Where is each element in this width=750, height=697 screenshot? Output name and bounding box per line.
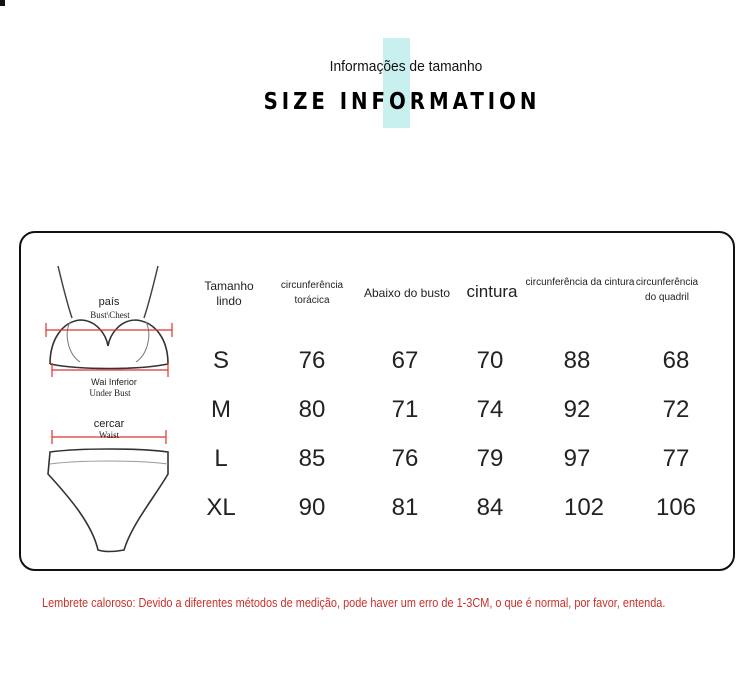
table-cell: 97 bbox=[563, 445, 591, 472]
page-title: SIZE INFORMATION bbox=[263, 89, 541, 115]
table-cell: 76 bbox=[391, 445, 419, 472]
col-header-underbust: Abaixo do busto bbox=[363, 286, 451, 300]
table-cell: 68 bbox=[662, 347, 690, 374]
bust-label-en: Bust\Chest bbox=[90, 310, 130, 320]
table-cell: 85 bbox=[298, 445, 326, 472]
table-cell: 76 bbox=[298, 347, 326, 374]
corner-mark bbox=[0, 0, 5, 6]
table-cell: 74 bbox=[476, 396, 504, 423]
table-cell: 92 bbox=[563, 396, 591, 423]
measurement-reminder: Lembrete caloroso: Devido a diferentes métodos de medição, pode haver um erro de 1-3CM, o que é normal, por favor, entenda. bbox=[42, 595, 666, 610]
page-subtitle: Informações de tamanho bbox=[329, 58, 483, 75]
table-cell: 77 bbox=[662, 445, 690, 472]
col-header-size: Tamanho lindo bbox=[204, 279, 254, 308]
table-cell: 88 bbox=[563, 347, 591, 374]
table-cell: 72 bbox=[662, 396, 690, 423]
waist-label-pt: cercar bbox=[93, 418, 125, 430]
table-cell: 102 bbox=[563, 494, 605, 521]
table-cell: 71 bbox=[391, 396, 419, 423]
table-cell: 80 bbox=[298, 396, 326, 423]
table-cell: XL bbox=[206, 494, 236, 521]
col-header-bust: circunferência torácica bbox=[280, 280, 344, 306]
table-cell: 81 bbox=[391, 494, 419, 521]
col-header-waist: cintura bbox=[466, 282, 518, 301]
col-header-hip: circunferência do quadril bbox=[635, 277, 699, 303]
table-cell: 67 bbox=[391, 347, 419, 374]
waist-label-en: Waist bbox=[98, 430, 120, 440]
table-cell: 79 bbox=[476, 445, 504, 472]
table-cell: L bbox=[214, 445, 228, 472]
table-cell: M bbox=[211, 396, 231, 423]
bust-label-pt: país bbox=[98, 296, 120, 308]
table-cell: 90 bbox=[298, 494, 326, 521]
table-cell: 84 bbox=[476, 494, 504, 521]
table-cell: S bbox=[212, 347, 229, 374]
col-header-waist-circ: circunferência da cintura bbox=[525, 277, 635, 288]
underbust-label-en: Under Bust bbox=[89, 388, 131, 398]
table-cell: 70 bbox=[476, 347, 504, 374]
table-cell: 106 bbox=[655, 494, 697, 521]
underbust-label-pt: Wai Inferior bbox=[91, 377, 137, 387]
